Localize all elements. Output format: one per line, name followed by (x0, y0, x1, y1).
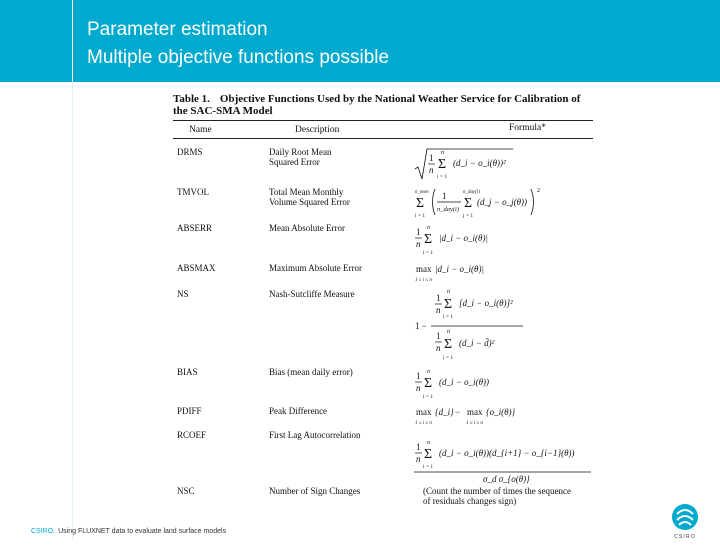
formula-rcoef (413, 430, 593, 484)
svg-text:(d_i − o_i(θ)): (d_i − o_i(θ)) (439, 377, 489, 387)
csiro-logo-icon (665, 500, 705, 540)
objective-functions-table (173, 93, 593, 506)
svg-text:1 ≤ i ≤ n: 1 ≤ i ≤ n (415, 278, 432, 283)
svg-text:n: n (429, 165, 434, 175)
svg-text:(d_i − d̄)²: (d_i − d̄)² (459, 338, 495, 348)
svg-text:Σ: Σ (424, 232, 433, 247)
svg-text:n: n (447, 289, 450, 295)
svg-text:n: n (416, 239, 421, 249)
footer (31, 528, 226, 535)
header-name: Name (189, 125, 212, 135)
svg-text:2: 2 (537, 188, 540, 194)
row-name: ABSMAX (177, 263, 216, 273)
table-top-rule (173, 120, 593, 121)
svg-text:1 ≤ i ≤ n: 1 ≤ i ≤ n (466, 421, 483, 426)
table-caption-line-2: the SAC-SMA Model (173, 105, 273, 117)
svg-text:Σ: Σ (444, 337, 453, 352)
svg-text:{d_i}: {d_i} (435, 407, 454, 417)
svg-text:(d_i − o_i(θ))(d_{i+1} − o_{i−: (d_i − o_i(θ))(d_{i+1} − o_{i−1}(θ)) (439, 448, 575, 458)
svg-text:n_day(i): n_day(i) (437, 206, 460, 213)
svg-text:n: n (427, 440, 430, 446)
svg-text:i = 1: i = 1 (443, 355, 454, 361)
csiro-logo (665, 500, 705, 540)
svg-text:n: n (436, 305, 441, 315)
row-description: Daily Root Mean Squared Error (269, 147, 332, 167)
table-number: Table 1. (173, 93, 210, 105)
row-name: ABSERR (177, 223, 213, 233)
svg-text:1: 1 (436, 293, 441, 303)
row-description: Nash-Sutcliffe Measure (269, 289, 355, 299)
footer-text: Using FLUXNET data to evaluate land surface models (58, 528, 227, 535)
svg-text:{o_i(θ)}: {o_i(θ)} (486, 407, 516, 417)
row-description: First Lag Autocorrelation (269, 430, 361, 440)
header-description: Description (295, 125, 340, 135)
svg-text:1: 1 (436, 331, 441, 341)
header-formula: Formula* (509, 123, 546, 133)
slide-title-line-1: Parameter estimation (87, 19, 268, 40)
svg-text:i = 1: i = 1 (423, 464, 434, 470)
svg-text:(d_i − o_i(θ))²: (d_i − o_i(θ))² (453, 158, 506, 168)
svg-text:i = 1: i = 1 (437, 174, 448, 180)
row-name: RCOEF (177, 430, 207, 440)
svg-text:j = 1: j = 1 (463, 213, 474, 219)
content-divider (72, 82, 73, 540)
svg-text:i = 1: i = 1 (423, 394, 434, 400)
svg-text:1: 1 (416, 442, 421, 452)
row-name: BIAS (177, 367, 198, 377)
svg-text:1 −: 1 − (415, 321, 427, 331)
svg-text:Σ: Σ (416, 196, 425, 211)
svg-text:n_day(i): n_day(i) (463, 190, 480, 195)
svg-text:Σ: Σ (444, 297, 453, 312)
footer-org: CSIRO. (31, 528, 56, 535)
row-name: DRMS (177, 147, 203, 157)
row-description: Mean Absolute Error (269, 223, 345, 233)
svg-text:σ_d σ_{o(θ)}: σ_d σ_{o(θ)} (483, 474, 530, 484)
svg-text:i = 1: i = 1 (415, 213, 426, 219)
svg-text:1: 1 (416, 371, 421, 381)
svg-text:CSIRO: CSIRO (674, 534, 696, 540)
slide-title-line-2: Multiple objective functions possible (87, 47, 390, 68)
row-name: NSC (177, 486, 195, 496)
row-name: NS (177, 289, 189, 299)
table-caption-line-1: Objective Functions Used by the National Weather Service for Calibration of (219, 93, 581, 105)
svg-text:1 ≤ i ≤ n: 1 ≤ i ≤ n (415, 421, 432, 426)
svg-text:n: n (416, 383, 421, 393)
row-description: Bias (mean daily error) (269, 367, 353, 377)
title-bar (0, 0, 720, 82)
svg-text:max: max (416, 407, 432, 417)
row-description: Total Mean Monthly Volume Squared Error (269, 187, 350, 207)
row-description: Number of Sign Changes (269, 486, 361, 496)
svg-text:i = 1: i = 1 (443, 314, 454, 320)
row-name: PDIFF (177, 406, 202, 416)
svg-text:|d_i − o_i(θ)|: |d_i − o_i(θ)| (435, 264, 484, 274)
svg-text:1: 1 (429, 153, 434, 163)
svg-text:n: n (436, 343, 441, 353)
svg-text:Σ: Σ (438, 157, 447, 172)
svg-text:max: max (416, 264, 432, 274)
table-caption (173, 93, 593, 117)
svg-text:n: n (427, 369, 430, 375)
svg-text:n: n (441, 150, 444, 156)
row-description: Maximum Absolute Error (269, 263, 362, 273)
svg-text:n: n (447, 329, 450, 335)
svg-text:Σ: Σ (424, 447, 433, 462)
row-name: TMVOL (177, 187, 209, 197)
svg-text:|d_i − o_i(θ)|: |d_i − o_i(θ)| (439, 233, 488, 243)
header-divider (72, 0, 73, 82)
svg-text:Σ: Σ (464, 196, 473, 211)
svg-text:max: max (467, 407, 483, 417)
svg-text:1: 1 (416, 227, 421, 237)
svg-text:Σ: Σ (424, 376, 433, 391)
formula-nsc: (Count the number of times the sequence of residuals changes sign) (423, 486, 571, 506)
svg-text:n_mon: n_mon (415, 190, 429, 195)
svg-text:n: n (427, 225, 430, 231)
svg-text:n: n (416, 454, 421, 464)
svg-text:(d_j − o_j(θ)): (d_j − o_j(θ)) (477, 197, 527, 207)
table-header-rule (173, 138, 593, 139)
row-description: Peak Difference (269, 406, 328, 416)
formula-ns (413, 289, 593, 365)
svg-text:i = 1: i = 1 (423, 250, 434, 256)
svg-text:−: − (455, 407, 461, 417)
svg-text:[d_i − o_i(θ)]²: [d_i − o_i(θ)]² (459, 298, 513, 308)
svg-text:1: 1 (442, 191, 447, 201)
